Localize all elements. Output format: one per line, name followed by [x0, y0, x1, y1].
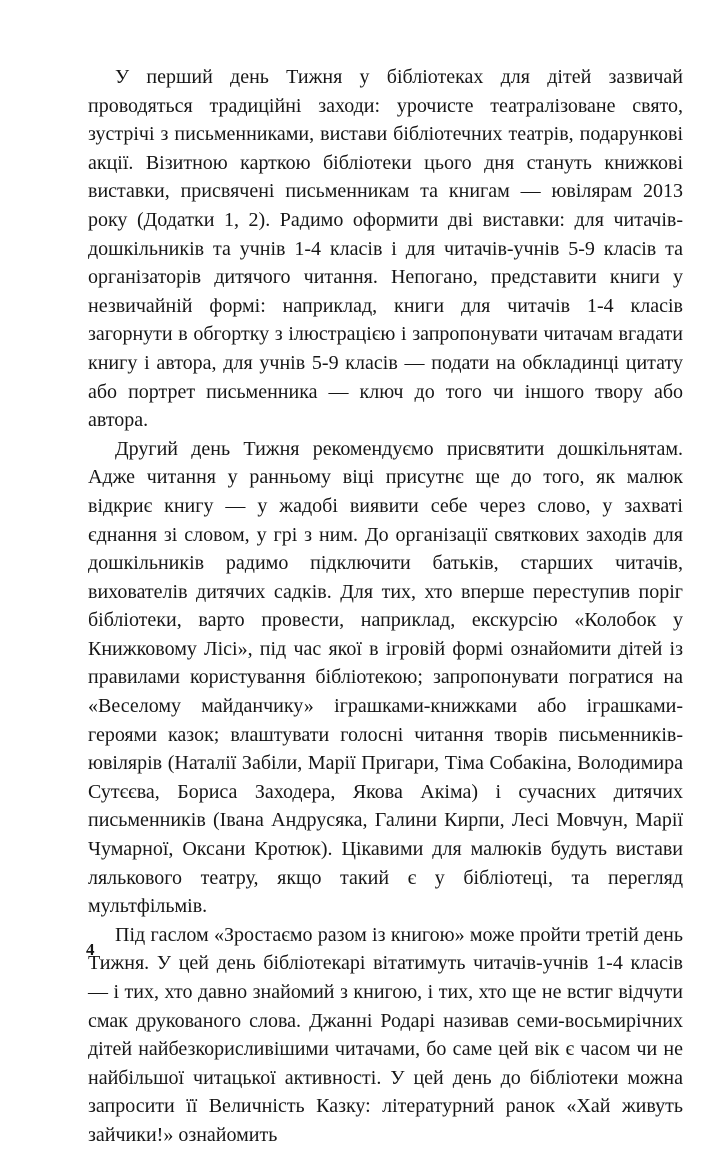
page-number: 4: [86, 940, 95, 959]
paragraph-1: У перший день Тижня у бібліотеках для дітей зазвичай проводяться традиційні заходи: урочисте театралізоване свято, зустрічі з письменниками, вистави бібліотечних театрів, подарункові акції. Візитною карткою бібліотеки цього дня стануть книжкові виставки, присвячені письменникам та книгам — ювілярам 2013 року (Додатки 1, 2). Радимо оформити дві виставки: для читачів-дошкільників та учнів 1-4 класів і для читачів-учнів 5-9 класів та організаторів дитячого читання. Непогано, представити книги у незвичайній формі: наприклад, книги для читачів 1-4 класів загорнути в обгортку з ілюстрацією і запропонувати читачам вгадати книгу і автора, для учнів 5-9 класів — подати на обкладинці цитату або портрет письменника — ключ до того чи іншого твору або автора.: [88, 66, 683, 432]
body-text: [88, 63, 683, 1150]
paragraph-3: Під гаслом «Зростаємо разом із книгою» може пройти третій день Тижня. У цей день бібліотекарі вітатимуть читачів-учнів 1-4 класів — і тих, хто давно знайомий з книгою, і тих, хто ще не встиг відчути смак друкованого слова. Джанні Родарі називав семи-восьмирічних дітей найбезкорисливішими читачами, бо саме цей вік є часом чи не найбільшої читацької активності. У цей день до бібліотеки можна запросити її Величність Казку: літературний ранок «Хай живуть зайчики!» ознайомить: [88, 923, 683, 1146]
paragraph-2: Другий день Тижня рекомендуємо присвятити дошкільнятам. Адже читання у ранньому віці присутнє ще до того, як малюк відкриє книгу — у жадобі виявити себе через слово, у захваті єднання зі словом, у грі з ним. До організації святкових заходів для дошкільників радимо підключити батьків, старших читачів, вихователів дитячих садків. Для тих, хто вперше переступив поріг бібліотеки, варто провести, наприклад, екскурсію «Колобок у Книжковому Лісі», під час якої в ігровій формі ознайомити дітей із правилами користування бібліотекою; запропонувати погратися на «Веселому майданчику» іграшками-книжками або іграшками-героями казок; влаштувати голосні читання творів письменників-ювілярів (Наталії Забіли, Марії Пригари, Тіма Собакіна, Володимира Сутєєва, Бориса Заходера, Якова Акіма) і сучасних дитячих письменників (Івана Андрусяка, Галини Кирпи, Лесі Мовчун, Марії Чумарної, Оксани Кротюк). Цікавими для малюків будуть вистави лялькового театру, якщо такий є у бібліотеці, та перегляд мультфільмів.: [88, 437, 683, 918]
